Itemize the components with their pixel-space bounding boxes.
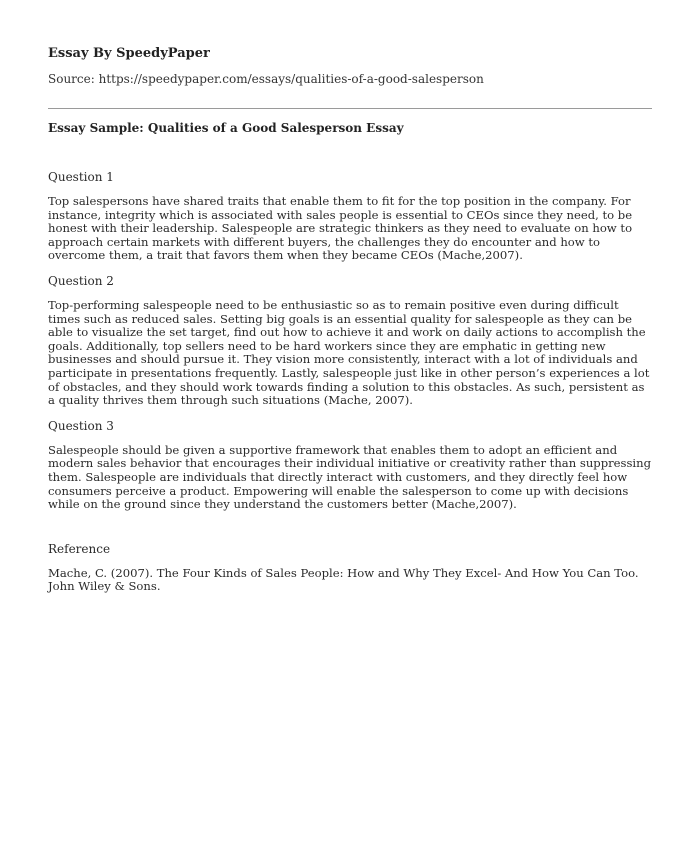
question-2-paragraph: Top-performing salespeople need to be enthusiastic so as to remain positive even during difficult times such as reduced sales. Setting big goals is an essential quality for salespeople as they can be able to visualize the set target, find out how to achieve it and work on daily actions to accomplish the goals. Additionally, top sellers need to be hard workers since they are emphatic in getting new businesses and should pursue it. They vision more consistently, interact with a lot of individuals and participate in presentations frequently. Lastly, salespeople just like in other person’s experiences a lot of obstacles, and they should work towards finding a solution to this obstacles. As such, persistent as a quality thrives them through such situations (Mache, 2007).	[48, 297, 650, 408]
question-1-paragraph: Top salespersons have shared traits that enable them to fit for the top position in the company. For instance, integrity which is associated with sales people is essential to CEOs since they need, to be honest with their leadership. Salespeople are strategic thinkers as they need to evaluate on how to approach certain markets with different buyers, the challenges they do encounter and how to overcome them, a trait that favors them when they became CEOs (Mache,2007).	[48, 194, 633, 263]
question-2-heading: Question 2	[48, 273, 114, 288]
header-title: Essay By SpeedyPaper	[48, 46, 210, 61]
essay-title: Essay Sample: Qualities of a Good Salesperson Essay	[48, 121, 404, 135]
question-3-paragraph: Salespeople should be given a supportive framework that enables them to adopt an efficient and modern sales behavior that encourages their individual initiative or creativity rather than suppressing them. Salespeople are individuals that directly interact with customers, and they directly feel how consumers perceive a product. Empowering will enable the salesperson to come up with decisions while on the ground since they understand the customers better (Mache,2007).	[48, 442, 652, 512]
source-line: Source: https://speedypaper.com/essays/qualities-of-a-good-salesperson	[48, 72, 484, 86]
question-3-heading: Question 3	[48, 418, 114, 433]
reference-heading: Reference	[48, 541, 111, 556]
essay-body	[48, 170, 654, 605]
reference-entry: Mache, C. (2007). The Four Kinds of Sales People: How and Why They Excel- And How You Can Too. John Wiley & Sons.	[48, 565, 639, 594]
divider	[48, 108, 652, 109]
question-1-heading: Question 1	[48, 170, 114, 184]
